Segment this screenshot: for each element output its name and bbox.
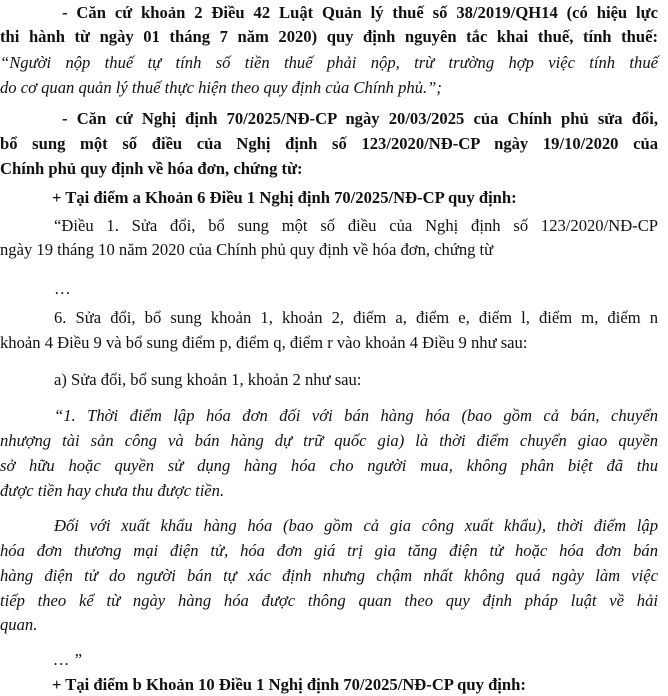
paragraph-legal-basis-line-2: thi hành từ ngày 01 tháng 7 năm 2020) quy định nguyên tắc khai thuế, tính thuế:	[0, 27, 658, 46]
amendment-6-line-2: khoản 4 Điều 9 và bổ sung điểm p, điểm q, điểm r vào khoản 4 Điều 9 như sau:	[0, 333, 528, 352]
amendment-a-heading: a) Sửa đổi, bổ sung khoản 1, khoản 2 như sau:	[54, 370, 362, 389]
paragraph-decree-basis-line-3: Chính phủ quy định về hóa đơn, chứng từ:	[0, 159, 303, 178]
quote-invoice-timing-line-2: nhượng tài sản công và bán hàng dự trữ quốc gia) là thời điểm chuyển giao quyền	[0, 431, 658, 450]
paragraph-decree-basis-line-2: bổ sung một số điều của Nghị định số 123/2020/NĐ-CP ngày 19/10/2020 của	[0, 134, 658, 153]
amendment-6-line-1: 6. Sửa đổi, bổ sung khoản 1, khoản 2, điểm a, điểm e, điểm l, điểm m, điểm n	[54, 308, 658, 327]
quote-export-line-2: hóa đơn thương mại điện tử, hóa đơn giá trị gia tăng điện tử hoặc hóa đơn bán	[0, 541, 658, 560]
heading-point-b-clause-10: + Tại điểm b Khoản 10 Điều 1 Nghị định 70/2025/NĐ-CP quy định:	[52, 675, 526, 694]
quote-article-1-line-2: ngày 19 tháng 10 năm 2020 của Chính phủ quy định về hóa đơn, chứng từ	[0, 240, 494, 259]
quote-export-line-4: tiếp theo kể từ ngày hàng hóa được thông quan theo quy định pháp luật về hải	[0, 591, 658, 610]
paragraph-decree-basis-line-1: - Căn cứ Nghị định 70/2025/NĐ-CP ngày 20/03/2025 của Chính phủ sửa đổi,	[62, 109, 658, 128]
quote-invoice-timing-line-3: sở hữu hoặc quyền sử dụng hàng hóa cho người mua, không phân biệt đã thu	[0, 456, 658, 475]
quote-invoice-timing-line-1: “1. Thời điểm lập hóa đơn đối với bán hàng hóa (bao gồm cả bán, chuyển	[54, 406, 658, 425]
ellipsis-1: …	[54, 279, 71, 298]
quote-invoice-timing-line-4: được tiền hay chưa thu được tiền.	[0, 481, 225, 500]
quote-export-line-3: hàng điện tử do người bán tự xác định nhưng chậm nhất không quá ngày làm việc	[0, 566, 658, 585]
ellipsis-closing-quote: … ”	[54, 650, 83, 669]
quote-tax-principle-line-2: do cơ quan quản lý thuế thực hiện theo quy định của Chính phủ.”;	[0, 78, 442, 97]
quote-tax-principle-line-1: “Người nộp thuế tự tính số tiền thuế phải nộp, trừ trường hợp việc tính thuế	[0, 53, 658, 72]
quote-export-line-5: quan.	[0, 615, 38, 634]
paragraph-legal-basis-line-1: - Căn cứ khoản 2 Điều 42 Luật Quản lý thuế số 38/2019/QH14 (có hiệu lực	[62, 3, 658, 22]
quote-export-line-1: Đối với xuất khẩu hàng hóa (bao gồm cả gia công xuất khẩu), thời điểm lập	[54, 516, 658, 535]
heading-point-a-clause-6: + Tại điểm a Khoản 6 Điều 1 Nghị định 70/2025/NĐ-CP quy định:	[52, 188, 517, 207]
quote-article-1-line-1: “Điều 1. Sửa đổi, bổ sung một số điều của Nghị định số 123/2020/NĐ-CP	[54, 216, 658, 235]
